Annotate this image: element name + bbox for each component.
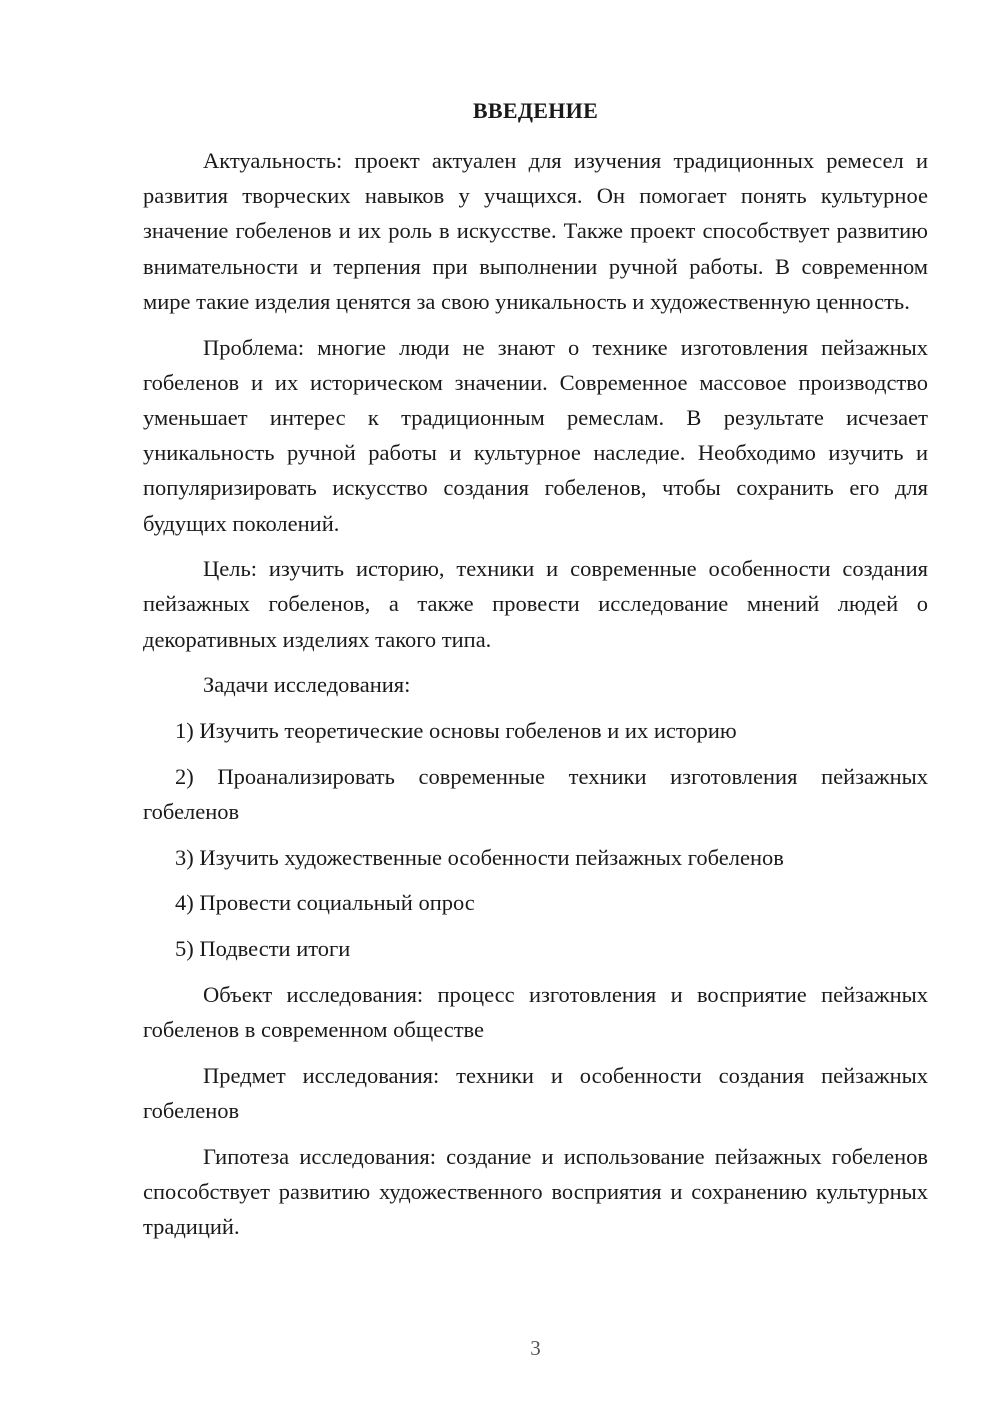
list-item-task-2: 2) Проанализировать современные техники изготовления пейзажных гобеленов: [143, 763, 928, 824]
paragraph-object: Объект исследования: процесс изготовления и восприятие пейзажных гобеленов в современном обществе: [143, 981, 928, 1042]
list-item-task-1: 1) Изучить теоретические основы гобеленов и их историю: [175, 718, 737, 744]
list-item-task-5: 5) Подвести итоги: [175, 936, 351, 962]
document-body: [143, 143, 928, 1255]
paragraph-subject: Предмет исследования: техники и особенности создания пейзажных гобеленов: [143, 1062, 928, 1123]
list-item-task-3: 3) Изучить художественные особенности пейзажных гобеленов: [175, 844, 784, 870]
paragraph-hypothesis: Гипотеза исследования: создание и использование пейзажных гобеленов способствует развитию художественного восприятия и сохранению культурных традиций.: [143, 1143, 928, 1239]
paragraph-relevance: Актуальность: проект актуален для изучения традиционных ремесел и развития творческих навыков у учащихся. Он помогает понять культурное значение гобеленов и их роль в искусстве. Также проект способствует развитию внимательности и терпения при выполнении ручной работы. В современном мире такие изделия ценятся за свою уникальность и художественную ценность.: [143, 148, 928, 314]
paragraph-problem: Проблема: многие люди не знают о технике изготовления пейзажных гобеленов и их историческом значении. Современное массовое производство уменьшает интерес к традиционным ремеслам. В результате исчезает уникальность ручной работы и культурное наследие. Необходимо изучить и популяризировать искусство создания гобеленов, чтобы сохранить его для будущих поколений.: [143, 334, 928, 536]
list-item-task-4: 4) Провести социальный опрос: [175, 890, 475, 916]
document-page: [143, 0, 928, 1414]
page-number: 3: [530, 1336, 541, 1360]
paragraph-goal: Цель: изучить историю, техники и современные особенности создания пейзажных гобеленов, а также провести исследование мнений людей о декоративных изделиях такого типа.: [143, 556, 928, 652]
page-title: ВВЕДЕНИЕ: [472, 98, 599, 123]
paragraph-tasks-heading: Задачи исследования:: [203, 672, 411, 698]
